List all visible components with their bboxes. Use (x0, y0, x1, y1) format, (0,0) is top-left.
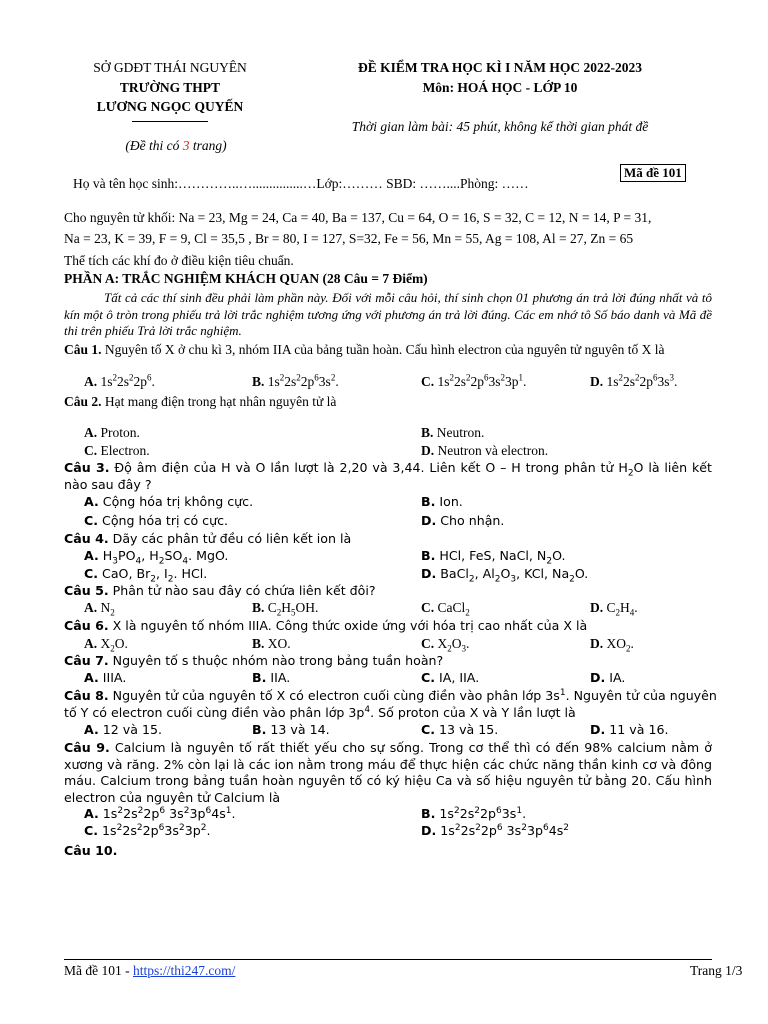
question-6: Câu 6. X là nguyên tố nhóm IIIA. Công thức oxide ứng với hóa trị cao nhất của X là (64, 618, 588, 633)
school-name-line2: LƯƠNG NGỌC QUYẾN (96, 99, 244, 114)
q9-option-b: B. $1s^22s^22p^63s^1$. (421, 805, 527, 821)
question-9: Câu 9. Calcium là nguyên tố rất thiết yếu cho sự sống. Trong cơ thể thì có đến 98% calcium nằm ở xương và răng. 2% còn lại là các ion nằm trong máu để thực hiện các chức năng thần kinh cơ và đông máu. Calcium trong bảng tuần hoàn nguyên tố có ký hiệu Ca và số hiệu nguyên tử bằng 20. Cấu hình electron của nguyên tử Calcium là (64, 740, 713, 805)
student-info-line: Họ và tên học sinh:…………..…...............…Lớp:……… SBD: ……....Phòng: …… (73, 176, 529, 191)
q6-option-c: C. $X_2O_3$. (421, 636, 470, 654)
q1-option-a: A. $1s^22s^22p^6$. (84, 372, 155, 389)
atomic-masses-line1: Cho nguyên tử khối: Na = 23, Mg = 24, Ca = 40, Ba = 137, Cu = 64, O = 16, S = 32, C = 12, N = 14, P = 31, (64, 210, 652, 225)
header-underline (132, 121, 208, 122)
q4-option-c: C. CaO, $Br_2$, $I_2$. HCl. (84, 566, 208, 585)
question-7: Câu 7. Nguyên tố s thuộc nhóm nào trong bảng tuần hoàn? (64, 653, 444, 668)
q2-option-b: B. Neutron. (421, 425, 485, 440)
q7-option-a: A. IIIA. (84, 670, 127, 685)
q3-option-a: A. Cộng hóa trị không cực. (84, 494, 254, 509)
exam-code-box: Mã đề 101 (620, 164, 686, 182)
q2-option-a: A. Proton. (84, 425, 140, 440)
q8-option-a: A. 12 và 15. (84, 722, 163, 737)
q8-option-b: B. 13 và 14. (252, 722, 330, 737)
question-1: Câu 1. Nguyên tố X ở chu kì 3, nhóm IIA của bảng tuần hoàn. Cấu hình electron của nguyên tử nguyên tố X là (64, 342, 665, 357)
footer-rule (64, 959, 712, 960)
pages-note: (Đề thi có 3 trang) (125, 138, 227, 153)
part-a-heading: PHẦN A: TRẮC NGHIỆM KHÁCH QUAN (28 Câu = 7 Điểm) (64, 271, 428, 286)
time-note: Thời gian làm bài: 45 phút, không kể thời gian phát đề (351, 119, 649, 134)
question-3: Câu 3. Độ âm điện của H và O lần lượt là 2,20 và 3,44. Liên kết O – H trong phân tử $H_2O$ là liên kết nào sau đây ? (64, 460, 712, 492)
gas-condition-note: Thể tích các khí đo ở điều kiện tiêu chuẩn. (64, 253, 294, 268)
q1-option-d: D. $1s^22s^22p^63s^3$. (590, 372, 678, 389)
footer-link[interactable]: https://thi247.com/ (132, 963, 236, 978)
school-name-line1: TRƯỜNG THPT (119, 80, 221, 95)
q7-option-c: C. IA, IIA. (421, 670, 480, 685)
q1-option-b: B. $1s^22s^22p^63s^2$. (252, 372, 339, 389)
department-name: SỞ GDĐT THÁI NGUYÊN (93, 60, 247, 75)
q4-option-a: A. $H_3PO_4$, $H_2SO_4$. MgO. (84, 548, 229, 567)
q4-option-d: D. BaCl$_2$, $Al_2O_3$, KCl, $Na_2O$. (421, 566, 589, 585)
q7-option-d: D. IA. (590, 670, 626, 685)
question-5: Câu 5. Phân tử nào sau đây có chứa liên kết đôi? (64, 583, 376, 598)
question-8-line1: Câu 8. Nguyên tử của nguyên tố X có electron cuối cùng điền vào phân lớp $3s^1$. Nguyên tử của nguyên (64, 687, 717, 703)
page-number: Trang 1/3 (690, 963, 743, 978)
q2-option-d: D. Neutron và electron. (421, 443, 549, 458)
q5-option-a: A. $N_2$ (84, 600, 115, 618)
question-8-line2: tố Y có electron cuối cùng điền vào phân lớp $3p^4$. Số proton của X và Y lần lượt là (64, 704, 576, 720)
exam-title: ĐỀ KIỂM TRA HỌC KÌ I NĂM HỌC 2022-2023 (357, 60, 642, 75)
q9-option-a: A. $1s^22s^22p^6$ $3s^23p^64s^1$. (84, 805, 236, 821)
instructions: Tất cả các thí sinh đều phải làm phần này. Đối với mỗi câu hỏi, thí sinh chọn 01 phương án trả lời đúng nhất và tô kín một ô tròn trong phiếu trả lời trắc nghiệm tương ứng với phương án trả lời đúng. Các em nhớ tô Số báo danh và Mã đề thi trên phiếu Trả lời trắc nghiệm. (64, 290, 712, 338)
q9-option-c: C. $1s^22s^22p^63s^23p^2$. (84, 822, 211, 838)
q5-option-c: C. CaCl$_2$ (421, 600, 470, 618)
q8-option-c: C. 13 và 15. (421, 722, 499, 737)
question-10: Câu 10. (64, 843, 118, 858)
q6-option-a: A. $X_2O$. (84, 636, 128, 654)
exam-subject: Môn: HOÁ HỌC - LỚP 10 (422, 80, 578, 95)
q4-option-b: B. HCl, FeS, NaCl, $N_2O$. (421, 548, 566, 567)
q3-option-b: B. Ion. (421, 494, 463, 509)
footer-code: Mã đề 101 - https://thi247.com/ (64, 963, 236, 978)
q5-option-d: D. $C_2H_4$. (590, 600, 638, 618)
q8-option-d: D. 11 và 16. (590, 722, 669, 737)
q3-option-d: D. Cho nhận. (421, 513, 505, 528)
q7-option-b: B. IIA. (252, 670, 291, 685)
q3-option-c: C. Cộng hóa trị có cực. (84, 513, 229, 528)
atomic-masses-line2: Na = 23, K = 39, F = 9, Cl = 35,5 , Br = 80, I = 127, S=32, Fe = 56, Mn = 55, Ag = 108, Al = 27, Zn = 65 (64, 231, 634, 246)
q6-option-d: D. $XO_2$. (590, 636, 634, 654)
q9-option-d: D. $1s^22s^22p^6$ $3s^23p^64s^2$ (421, 822, 569, 838)
question-4: Câu 4. Dãy các phân tử đều có liên kết ion là (64, 531, 352, 546)
q5-option-b: B. $C_2H_5OH$. (252, 600, 319, 618)
q6-option-b: B. XO. (252, 636, 291, 651)
q2-option-c: C. Electron. (84, 443, 150, 458)
question-2: Câu 2. Hạt mang điện trong hạt nhân nguyên tử là (64, 394, 337, 409)
q1-option-c: C. $1s^22s^22p^63s^23p^1$. (421, 372, 527, 389)
